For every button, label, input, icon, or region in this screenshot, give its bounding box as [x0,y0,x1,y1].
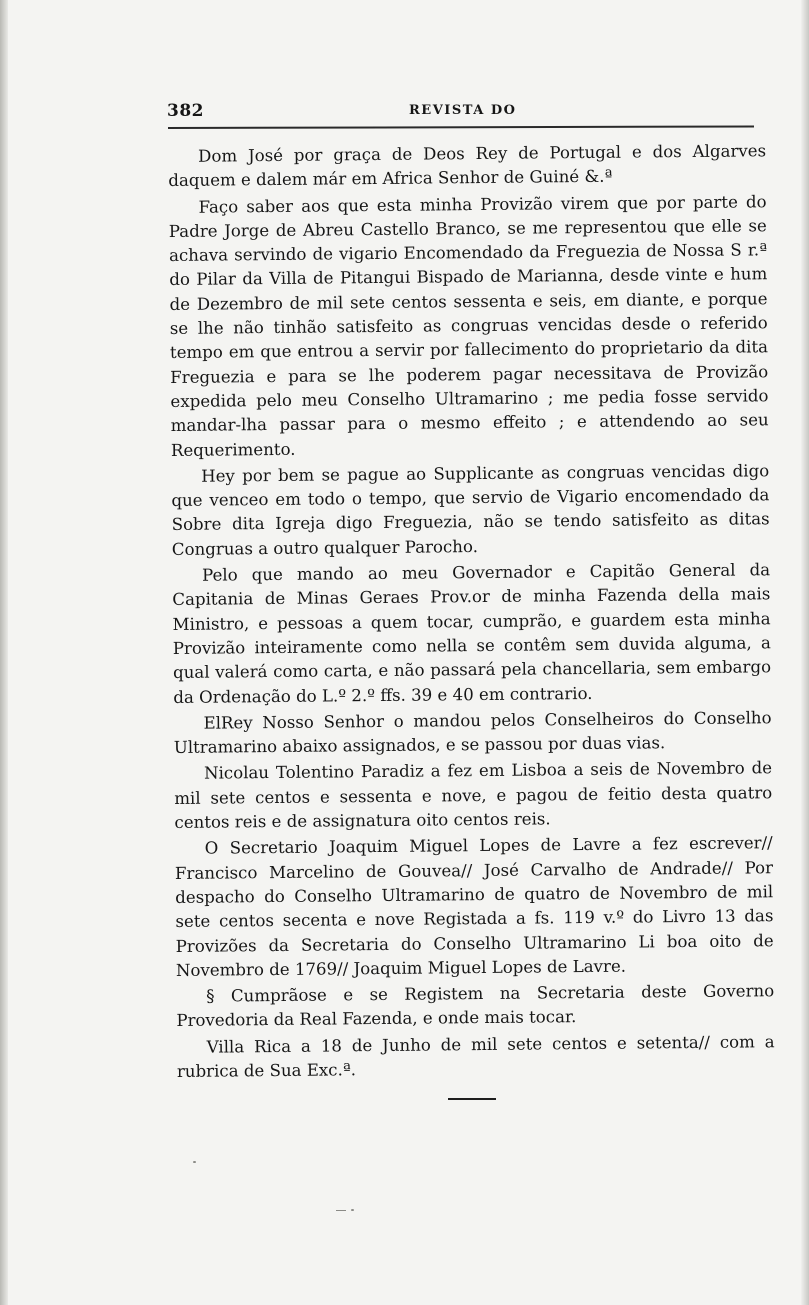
closing-rule [448,1098,496,1100]
scan-speck [336,1210,346,1211]
page-number: 382 [167,101,204,121]
scan-edge-right [801,0,809,1305]
scan-edge-left [0,0,8,1305]
paragraph-petition: Faço saber aos que esta minha Provizão virem que por parte do Padre Jorge de Abreu Castello Branco, se me representou que elle se achava servindo de vigario Encomendado da Freguezia de Nossa S r.ª do Pilar da Villa de Pitangui Bispado de Marianna, desde vinte e hum de Dezembro de mil sete centos sessenta e seis, em diante, e porque se lhe não tinhão satisfeito as congruas vencidas desde o referido tempo em que entrou a servir por fallecimento do proprietario da dita Freguezia e para se lhe poderem pagar necessitava de Provizão expedida pelo meu Conselho Ultramarino ; me pedia fosse servido mandar-lha passar para o mesmo effeito ; e attendendo ao seu Requerimento. [168,191,769,460]
document-body [168,139,775,1086]
paragraph-scribe: Nicolau Tolentino Paradiz a fez em Lisboa a seis de Novembro de mil sete centos e sessenta e nove, e pagou de feitio desta quatro centos reis e de assignatura oito centos reis. [174,758,773,832]
paragraph-order: Pelo que mando ao meu Governador e Capitão General da Capitania de Minas Geraes Prov.or de minha Fazenda della mais Ministro, e pessoas a quem tocar, cumprão, e guardem esta minha Provizão inteiramente como nella se contêm sem duvida alguma, a qual valerá como carta, e não passará pela chancellaria, sem embargo da Ordenação do L.º 2.º ffs. 39 e 40 em contrario. [172,560,772,707]
scan-speck [351,1209,354,1211]
paragraph-decision: Hey por bem se pague ao Supplicante as congruas vencidas digo que venceo em todo o tempo, que servio de Vigario encomendado da Sobre dita Igreja digo Freguezia, não se tendo satisfeito as ditas Congruas a outro qualquer Parocho. [171,461,770,559]
paragraph-salutation: Dom José por graça de Deos Rey de Portugal e dos Algarves daquem e dalem már em Africa Senhor de Guiné &.ª [168,141,767,191]
page-header [167,100,753,124]
header-rule [168,125,754,129]
running-head: REVISTA DO [409,103,517,118]
paragraph-compliance: § Cumprãose e se Registem na Secretaria deste Governo Provedoria da Real Fazenda, e onde mais tocar. [176,981,775,1031]
paragraph-secretary: O Secretario Joaquim Miguel Lopes de Lavre a fez escrever// Francisco Marcelino de Gouvea// José Carvalho de Andrade// Por despacho do Conselho Ultramarino de quatro de Novembro de mil sete centos secenta e nove Registada a fs. 119 v.º do Livro 13 das Provizões da Secretaria do Conselho Ultramarino Li boa oito de Novembro de 1769// Joaquim Miguel Lopes de Lavre. [174,833,774,980]
scan-speck [193,1161,196,1163]
paragraph-signature: Villa Rica a 18 de Junho de mil sete centos e setenta// com a rubrica de Sua Exc.ª. [176,1031,775,1081]
paragraph-authority: ElRey Nosso Senhor o mandou pelos Conselheiros do Conselho Ultramarino abaixo assignados, e se passou por duas vias. [173,708,772,758]
